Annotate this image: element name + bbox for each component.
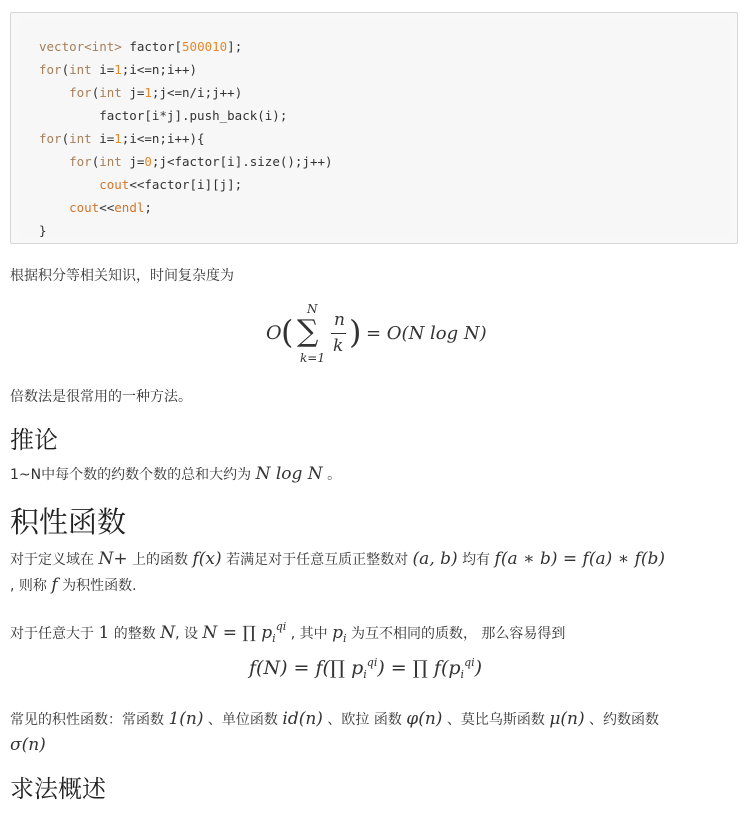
prop-math-4-sub: i	[342, 632, 347, 645]
paragraph-definition	[10, 548, 665, 571]
common-math-euler: φ(n)	[406, 709, 443, 729]
formula-product-sub-2: i	[460, 668, 465, 681]
formula-product	[249, 656, 482, 681]
sum-lower: k=1	[300, 351, 325, 365]
corollary-text: 1~N中每个数的约数个数的总和大约为	[10, 467, 256, 483]
code-token: cout	[99, 177, 130, 192]
prop-math-4-main: p	[332, 623, 343, 643]
prop-text-2: 的整数	[109, 626, 161, 642]
code-token: factor[	[121, 39, 183, 54]
common-math-constant: 1(n)	[168, 709, 204, 729]
formula-product-left: f(N) = f(∏ p	[249, 657, 364, 679]
common-text-5: 、约数函数	[584, 712, 660, 728]
formula-rhs: = O(N log N)	[366, 323, 487, 344]
code-content	[39, 35, 333, 242]
code-token: int	[69, 131, 92, 146]
code-line	[39, 62, 197, 77]
code-token: int	[99, 85, 122, 100]
code-token: int	[99, 154, 122, 169]
paragraph-common-functions	[10, 708, 659, 731]
formula-product-mid: ) = ∏ f(p	[377, 657, 461, 679]
code-token: i=	[91, 131, 115, 146]
corollary-text-end: 。	[322, 467, 342, 483]
sum-upper: N	[307, 302, 318, 316]
prop-math-one: 1	[98, 623, 110, 643]
code-token: ;i<=n;i++)	[121, 62, 198, 77]
code-token: factor[i*j].push_back(i);	[39, 108, 288, 123]
prop-text-4: , 其中	[286, 626, 333, 642]
code-token: ;	[144, 200, 152, 215]
frac-denominator: k	[333, 336, 344, 356]
paragraph-common-functions-cont	[10, 734, 46, 757]
common-text-1: 常见的积性函数：常函数	[10, 712, 169, 728]
formula-right-paren: )	[349, 313, 362, 351]
prop-math-3-sup: qi	[275, 620, 287, 633]
paragraph-multiple-method: 倍数法是很常用的一种方法。	[10, 389, 192, 405]
code-token: ;i<=n;i++){	[121, 131, 205, 146]
code-token	[39, 200, 69, 215]
code-line	[39, 39, 242, 54]
code-token: for	[69, 154, 92, 169]
code-line	[39, 223, 47, 238]
code-token: 500010	[182, 39, 228, 54]
code-token: j=	[121, 154, 145, 169]
def-text-1: 对于定义域在	[10, 552, 99, 568]
code-token: vector<int>	[39, 39, 122, 54]
code-token: ;j<factor[i].size();j++)	[151, 154, 333, 169]
code-line	[39, 131, 205, 146]
def-math-domain: N+	[98, 549, 128, 569]
code-token: cout	[69, 200, 100, 215]
prop-text-5: 为互不相同的质数， 那么容易得到	[346, 626, 566, 642]
code-line	[39, 108, 287, 123]
code-token: }	[39, 223, 47, 238]
def-math-pair: (a, b)	[412, 549, 458, 569]
formula-product-sup-2: qi	[464, 656, 475, 669]
prop-math-3-sub: i	[272, 632, 276, 645]
heading-corollary: 推论	[10, 426, 58, 454]
prop-math-decomposition	[202, 620, 287, 645]
def-line2-math-f: f	[51, 575, 58, 595]
code-token	[39, 154, 69, 169]
code-token: <<	[99, 200, 115, 215]
paragraph-definition-cont	[10, 574, 137, 597]
code-line	[39, 177, 242, 192]
code-token: (	[61, 131, 70, 146]
def-math-equation: f(a ∗ b) = f(a) ∗ f(b)	[494, 549, 666, 569]
heading-multiplicative-functions: 积性函数	[10, 505, 127, 539]
def-math-fx: f(x)	[192, 549, 222, 569]
code-token: <<factor[i][j];	[129, 177, 243, 192]
code-token: 1	[114, 62, 122, 77]
code-line	[39, 154, 333, 169]
code-token: (	[61, 62, 70, 77]
formula-product-sub-1: i	[363, 668, 367, 681]
prop-math-N: N	[160, 623, 176, 643]
code-token: int	[69, 62, 92, 77]
code-token: 0	[144, 154, 152, 169]
heading-method-overview: 求法概述	[10, 775, 106, 803]
common-math-mobius: μ(n)	[549, 709, 585, 729]
code-token: j=	[121, 85, 145, 100]
code-token	[39, 85, 69, 100]
sum-sign: ∑	[297, 314, 319, 349]
formula-product-sup-1: qi	[366, 656, 378, 669]
def-text-3: 若满足对于任意互质正整数对	[221, 552, 413, 568]
code-token: (	[91, 154, 100, 169]
formula-complexity	[266, 300, 496, 372]
corollary-math: N log N	[255, 464, 323, 484]
common-math-divisor: σ(n)	[10, 735, 46, 755]
prop-math-3-main: N = ∏ p	[202, 623, 273, 643]
common-text-3: 、欧拉 函数	[322, 712, 407, 728]
code-line	[39, 85, 242, 100]
formula-left-paren: (	[281, 313, 294, 351]
def-text-2: 上的函数	[127, 552, 193, 568]
code-block	[10, 12, 738, 244]
prop-text-3: , 设	[175, 626, 203, 642]
code-block-body	[21, 19, 729, 237]
common-text-2: 、单位函数	[203, 712, 283, 728]
formula-product-end: )	[474, 657, 483, 679]
code-token: endl	[114, 200, 145, 215]
code-token: for	[39, 62, 62, 77]
code-token: ];	[227, 39, 243, 54]
frac-numerator: n	[334, 310, 345, 330]
code-token: (	[91, 85, 100, 100]
code-token: 1	[114, 131, 122, 146]
prop-math-pi	[332, 623, 346, 643]
code-token: 1	[144, 85, 152, 100]
def-line2-text-1: , 则称	[10, 578, 52, 594]
code-token: for	[69, 85, 92, 100]
formula-O: O	[266, 322, 282, 344]
common-math-identity: id(n)	[282, 709, 323, 729]
code-line	[39, 200, 152, 215]
common-text-4: 、莫比乌斯函数	[442, 712, 550, 728]
frac-bar	[331, 333, 346, 334]
paragraph-complexity: 根据积分等相关知识，时间复杂度为	[10, 268, 234, 284]
prop-text-1: 对于任意大于	[10, 626, 99, 642]
def-line2-text-2: 为积性函数.	[57, 578, 137, 594]
code-token: ;j<=n/i;j++)	[151, 85, 243, 100]
paragraph-corollary	[10, 463, 341, 486]
def-text-4: 均有	[457, 552, 495, 568]
code-token: i=	[91, 62, 115, 77]
paragraph-property	[10, 616, 565, 650]
code-token	[39, 177, 99, 192]
code-token: for	[39, 131, 62, 146]
